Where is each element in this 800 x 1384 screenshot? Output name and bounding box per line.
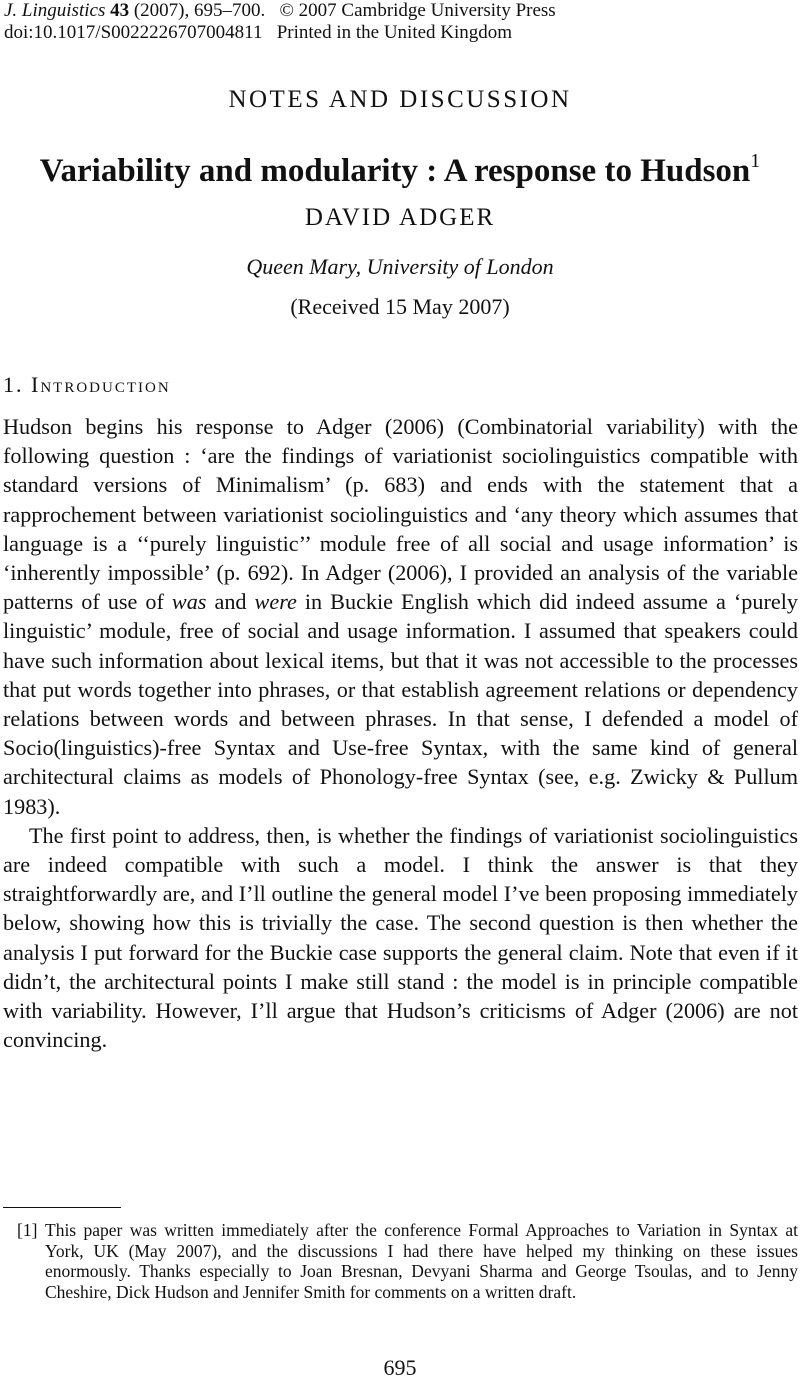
author-name: DAVID ADGER xyxy=(304,204,496,231)
doi-line xyxy=(4,22,556,44)
article-title: Variability and modularity : A response to Hudson xyxy=(39,153,751,189)
paragraph-1-part-1: Hudson begins his response to Adger (2006) (Combinatorial variability) with the following question : ‘are the findings of variationist sociolinguistics compatible with standard versions of Minimalism’ (p. 683) and ends with the statement that a rapprochement between variationist sociolinguistics and ‘any theory which assumes that language is a ‘‘purely linguistic’’ module free of all social and usage information’ is ‘inherently impossible’ (p. 692). In Adger (2006), I provided an analysis of the variable patterns of use of xyxy=(3,414,798,615)
emphasis-were: were xyxy=(254,589,297,615)
footnote-marker: [1] xyxy=(17,1220,38,1240)
doi: doi:10.1017/S0022226707004811 xyxy=(4,22,263,43)
paragraph-2: The first point to address, then, is whether the findings of variationist sociolinguistics are indeed compatible with such a model. I think the answer is that they straightforwardly are, and I’ll outline the general model I’ve been proposing immediately below, showing how this is trivially the case. The second question is then whether the analysis I put forward for the Buckie case supports the general claim. Note that even if it didn’t, the architectural points I make still stand : the model is in principle compatible with variability. However, I’ll argue that Hudson’s criticisms of Adger (2006) are not convincing. xyxy=(3,822,798,1053)
paragraph-1 xyxy=(3,412,798,821)
printed-notice: Printed in the United Kingdom xyxy=(276,22,513,43)
journal-name: J. Linguistics xyxy=(4,0,106,21)
page-number: 695 xyxy=(383,1355,417,1380)
copyright-notice: © 2007 Cambridge University Press xyxy=(279,0,556,21)
body-text xyxy=(3,412,798,1054)
paragraph-1-part-2: in Buckie English which did indeed assume a ‘purely linguistic’ module, free of social and usage information. I assumed that speakers could have such information about lexical items, but that it was not accessible to the processes that put words together into phrases, or that establish agreement relations or dependency relations between words and between phrases. In that sense, I defended a model of Socio(linguistics)-free Syntax and Use-free Syntax, with the same kind of general architectural claims as models of Phonology-free Syntax (see, e.g. Zwicky & Pullum 1983). xyxy=(3,589,798,819)
running-head xyxy=(4,0,556,44)
year-pages: (2007), 695–700. xyxy=(133,0,266,21)
footnote xyxy=(3,1220,798,1302)
section-number: 1. xyxy=(3,372,24,397)
emphasis-was: was xyxy=(171,589,207,615)
section-heading xyxy=(3,372,171,398)
article-title-block xyxy=(0,150,800,190)
footnote-text: This paper was written immediately after the conference Formal Approaches to Variation in Syntax at York, UK (May 2007), and the discussions I had there have helped my thinking on these issues enormously. Thanks especially to Joan Bresnan, Devyani Sharma and George Tsoulas, and to Jenny Cheshire, Dick Hudson and Jennifer Smith for comments on a written draft. xyxy=(45,1220,798,1302)
section-label: NOTES AND DISCUSSION xyxy=(228,86,572,113)
journal-volume: 43 xyxy=(110,0,130,21)
section-title: Introduction xyxy=(31,372,171,397)
received-date: (Received 15 May 2007) xyxy=(290,294,510,319)
title-footnote-marker: 1 xyxy=(750,150,761,172)
citation-line xyxy=(4,0,556,22)
affiliation: Queen Mary, University of London xyxy=(246,254,554,279)
conjunction-and: and xyxy=(214,589,247,615)
footnote-rule xyxy=(3,1207,121,1208)
